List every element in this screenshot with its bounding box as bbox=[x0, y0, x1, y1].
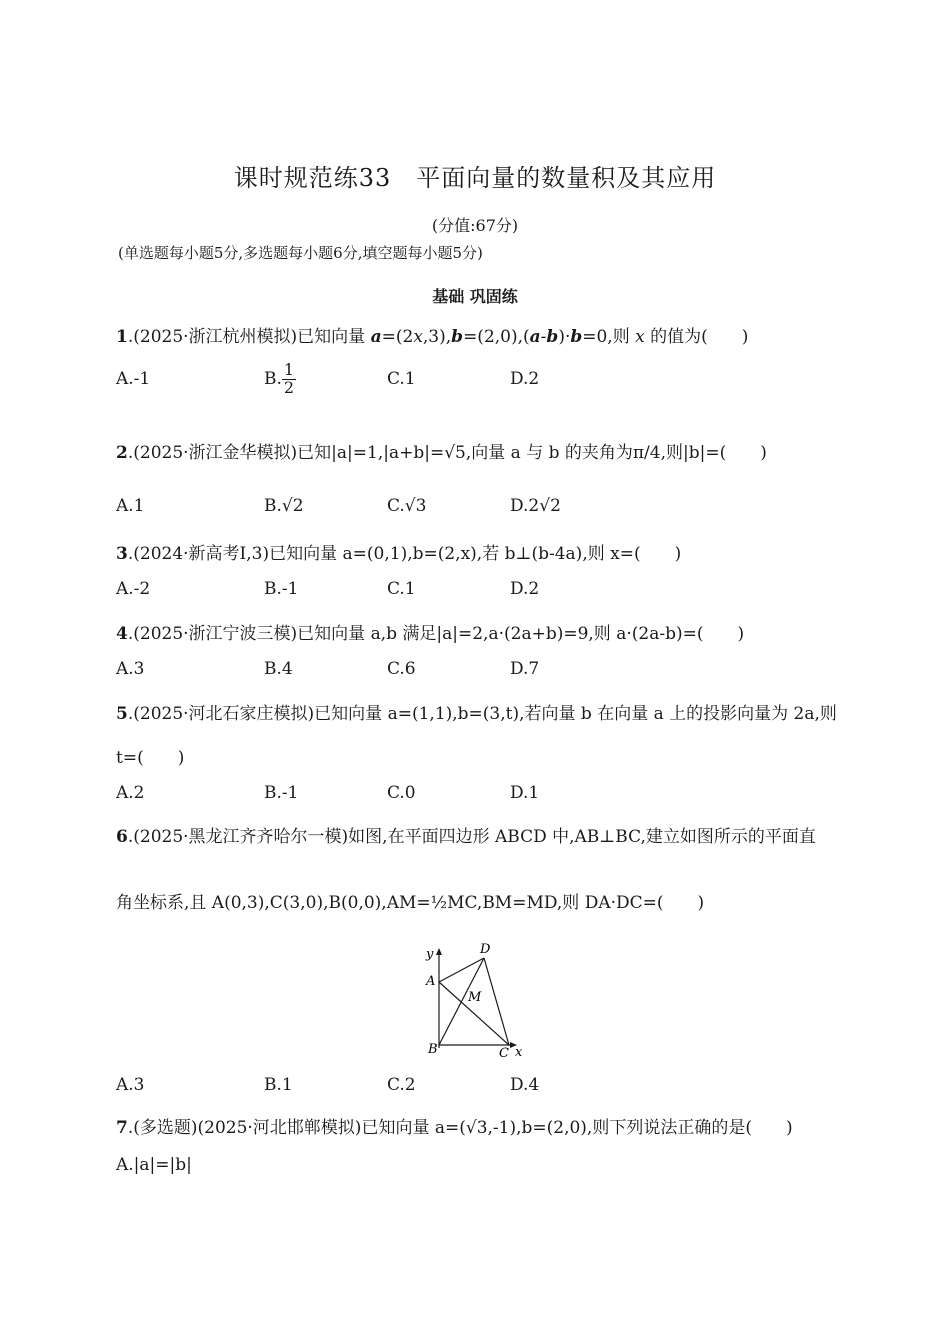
variable: x bbox=[635, 327, 645, 347]
question-text: .(2025·浙江杭州模拟)已知向量 bbox=[127, 327, 371, 347]
question-6: 6.(2025·黑龙江齐齐哈尔一模)如图,在平面四边形 ABCD 中,AB⊥BC,建立如图所示的平面直 bbox=[116, 827, 816, 847]
option-b[interactable] bbox=[264, 362, 296, 397]
label-x: x bbox=[515, 1045, 523, 1060]
question-text: .(2025·浙江金华模拟)已知|a|=1,|a+b|=√5,向量 a 与 b 的夹角为π/4,则|b|=( ) bbox=[127, 443, 767, 463]
option-label: B. bbox=[264, 368, 282, 389]
label-b: B bbox=[428, 1042, 438, 1057]
option-a[interactable]: A.2 bbox=[116, 783, 145, 803]
option-a[interactable]: A.-2 bbox=[116, 579, 151, 599]
question-2: 2.(2025·浙江金华模拟)已知|a|=1,|a+b|=√5,向量 a 与 b 的夹角为π/4,则|b|=( ) bbox=[116, 443, 767, 463]
option-b[interactable]: B.-1 bbox=[264, 783, 299, 803]
option-a[interactable]: A.|a|=|b| bbox=[116, 1155, 192, 1175]
numerator: 1 bbox=[283, 360, 295, 379]
option-a[interactable]: A.3 bbox=[116, 659, 145, 679]
label-y: y bbox=[426, 947, 434, 962]
option-b[interactable]: B.-1 bbox=[264, 579, 299, 599]
question-text: .(2025·浙江宁波三模)已知向量 a,b 满足|a|=2,a·(2a+b)=9,则 a·(2a-b)=( ) bbox=[127, 624, 745, 644]
option-b[interactable]: B.1 bbox=[264, 1075, 293, 1095]
option-c[interactable]: C.2 bbox=[387, 1075, 416, 1095]
label-c: C bbox=[499, 1046, 509, 1061]
option-c[interactable]: C.6 bbox=[387, 659, 416, 679]
option-d[interactable]: D.2 bbox=[510, 369, 540, 389]
option-a[interactable]: A.3 bbox=[116, 1075, 145, 1095]
question-text: =(2 bbox=[381, 327, 414, 347]
question-text: ,3), bbox=[422, 327, 452, 347]
option-d[interactable]: D.2 bbox=[510, 579, 540, 599]
scoring-note: (单选题每小题5分,多选题每小题6分,填空题每小题5分) bbox=[118, 244, 483, 262]
label-m: M bbox=[468, 990, 482, 1005]
y-axis-arrow bbox=[436, 948, 442, 955]
question-6-cont: 角坐标系,且 A(0,3),C(3,0),B(0,0),AM=½MC,BM=MD,则 DA·DC=( ) bbox=[116, 893, 705, 913]
page-title: 课时规范练33 平面向量的数量积及其应用 bbox=[233, 164, 717, 192]
option-c[interactable]: C.0 bbox=[387, 783, 416, 803]
option-d[interactable]: D.1 bbox=[510, 783, 540, 803]
question-3: 3.(2024·新高考Ⅰ,3)已知向量 a=(0,1),b=(2,x),若 b⊥(b-4a),则 x=( ) bbox=[116, 544, 682, 564]
question-text: .(2025·黑龙江齐齐哈尔一模)如图,在平面四边形 ABCD 中,AB⊥BC,建立如图所示的平面直 bbox=[127, 827, 816, 847]
score-info: (分值:67分) bbox=[431, 216, 519, 235]
question-text: 的值为( ) bbox=[644, 327, 749, 347]
question-text: .(2024·新高考Ⅰ,3)已知向量 a=(0,1),b=(2,x),若 b⊥(b-4a),则 x=( ) bbox=[127, 544, 682, 564]
variable: x bbox=[413, 327, 423, 347]
section-heading: 基础 巩固练 bbox=[432, 287, 518, 306]
denominator: 2 bbox=[283, 377, 295, 397]
fraction bbox=[282, 362, 296, 397]
question-text: =(2,0),( bbox=[463, 327, 530, 347]
option-b[interactable]: B.4 bbox=[264, 659, 293, 679]
question-number: 1 bbox=[116, 327, 128, 347]
question-text: .(多选题)(2025·河北邯郸模拟)已知向量 a=(√3,-1),b=(2,0),则下列说法正确的是( ) bbox=[127, 1118, 793, 1138]
label-d: D bbox=[480, 942, 491, 957]
option-d[interactable]: D.7 bbox=[510, 659, 540, 679]
option-a[interactable]: A.1 bbox=[116, 496, 145, 516]
label-a: A bbox=[426, 974, 436, 989]
question-7: 7.(多选题)(2025·河北邯郸模拟)已知向量 a=(√3,-1),b=(2,0),则下列说法正确的是( ) bbox=[116, 1118, 793, 1138]
option-c[interactable]: C.√3 bbox=[387, 496, 427, 516]
question-1: 1.(2025·浙江杭州模拟)已知向量 a=(2x,3),b=(2,0),(a-b)·b=0,则 x 的值为( ) bbox=[116, 327, 749, 347]
question-text: =0,则 bbox=[582, 327, 636, 347]
question-4: 4.(2025·浙江宁波三模)已知向量 a,b 满足|a|=2,a·(2a+b)=9,则 a·(2a-b)=( ) bbox=[116, 624, 745, 644]
option-b[interactable]: B.√2 bbox=[264, 496, 304, 516]
question-text: .(2025·河北石家庄模拟)已知向量 a=(1,1),b=(3,t),若向量 b 在向量 a 上的投影向量为 2a,则 bbox=[127, 704, 837, 724]
option-c[interactable]: C.1 bbox=[387, 579, 416, 599]
option-a[interactable]: A.-1 bbox=[116, 369, 151, 389]
question-text: )· bbox=[558, 327, 571, 347]
quadrilateral-figure bbox=[418, 938, 538, 1062]
edge-dc bbox=[484, 958, 509, 1045]
question-5: 5.(2025·河北石家庄模拟)已知向量 a=(1,1),b=(3,t),若向量 b 在向量 a 上的投影向量为 2a,则 bbox=[116, 704, 837, 724]
option-c[interactable]: C.1 bbox=[387, 369, 416, 389]
option-d[interactable]: D.2√2 bbox=[510, 496, 561, 516]
option-d[interactable]: D.4 bbox=[510, 1075, 540, 1095]
question-5-cont: t=( ) bbox=[116, 748, 185, 768]
